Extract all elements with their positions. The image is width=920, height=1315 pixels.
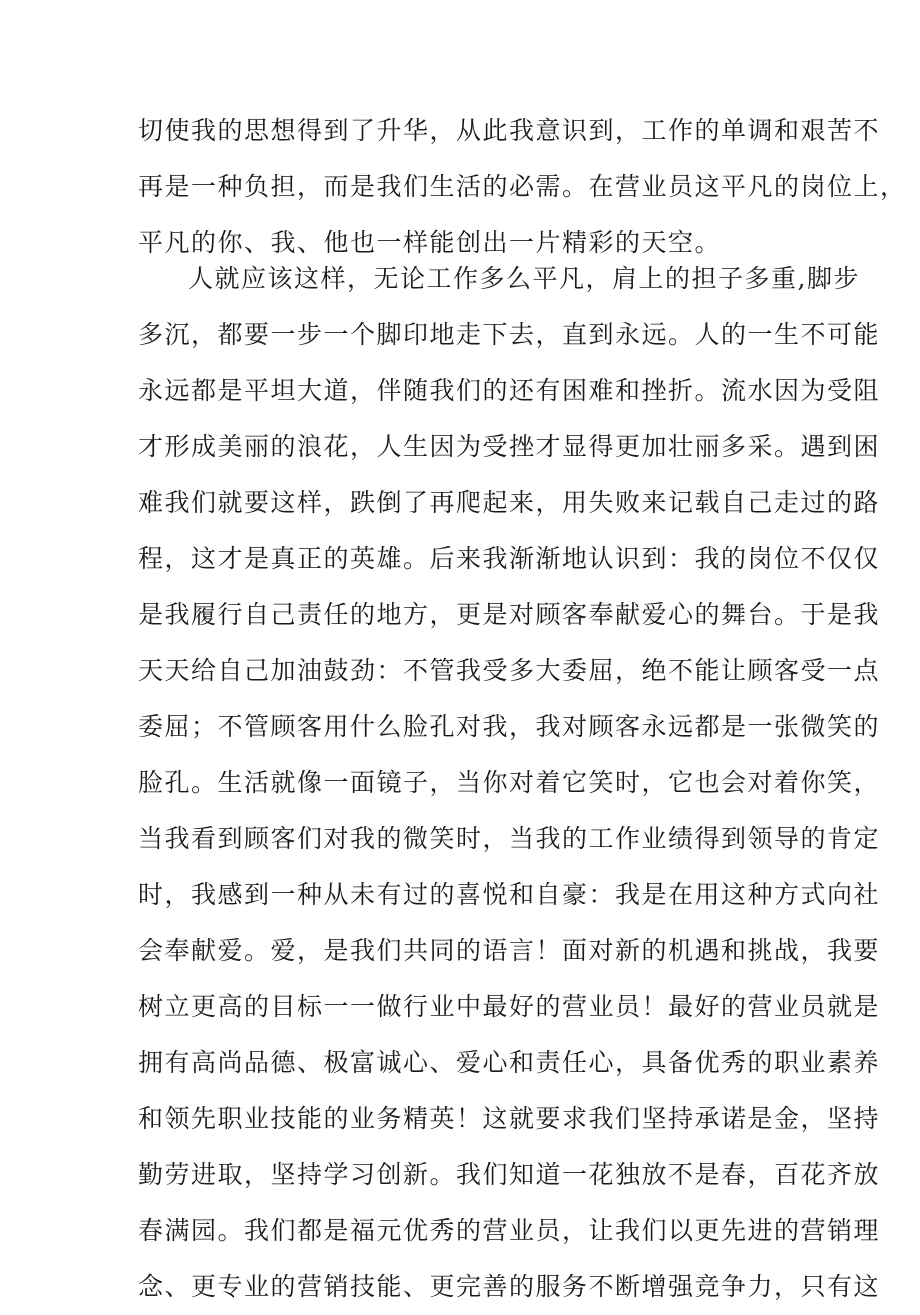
paragraph-main [138, 251, 881, 1315]
text-line: 天天给自己加油鼓劲：不管我受多大委屈，绝不能让顾客受一点 [138, 656, 881, 685]
text-line: 难我们就要这样，跌倒了再爬起来，用失败来记载自己走过的路 [138, 488, 881, 517]
text-line: 脸孔。生活就像一面镜子，当你对着它笑时，它也会对着你笑， [138, 768, 881, 797]
text-line-first: 人就应该这样，无论工作多么平凡，肩上的担子多重,脚步 [188, 264, 860, 293]
text-line: 平凡的你、我、他也一样能创出一片精彩的天空。 [138, 228, 722, 257]
text-line: 才形成美丽的浪花，人生因为受挫才显得更加壮丽多采。遇到困 [138, 432, 881, 461]
text-line: 会奉献爱。爱，是我们共同的语言！面对新的机遇和挑战，我要 [138, 936, 881, 965]
text-line: 程，这才是真正的英雄。后来我渐渐地认识到：我的岗位不仅仅 [138, 544, 881, 573]
text-line: 春满园。我们都是福元优秀的营业员，让我们以更先进的营销理 [138, 1216, 881, 1245]
paragraph-continuation [138, 103, 907, 271]
text-line: 勤劳进取，坚持学习创新。我们知道一花独放不是春，百花齐放 [138, 1160, 881, 1189]
text-line: 是我履行自己责任的地方，更是对顾客奉献爱心的舞台。于是我 [138, 600, 881, 629]
text-line: 多沉，都要一步一个脚印地走下去，直到永远。人的一生不可能 [138, 320, 881, 349]
text-line: 和领先职业技能的业务精英！这就要求我们坚持承诺是金，坚持 [138, 1104, 881, 1133]
text-line: 再是一种负担，而是我们生活的必需。在营业员这平凡的岗位上， [138, 172, 907, 201]
text-line: 时，我感到一种从未有过的喜悦和自豪：我是在用这种方式向社 [138, 880, 881, 909]
text-line: 拥有高尚品德、极富诚心、爱心和责任心，具备优秀的职业素养 [138, 1048, 881, 1077]
text-line: 念、更专业的营销技能、更完善的服务不断增强竞争力，只有这 [138, 1272, 881, 1301]
text-line: 切使我的思想得到了升华，从此我意识到，工作的单调和艰苦不 [138, 116, 881, 145]
text-line: 委屈；不管顾客用什么脸孔对我，我对顾客永远都是一张微笑的 [138, 712, 881, 741]
text-line: 永远都是平坦大道，伴随我们的还有困难和挫折。流水因为受阻 [138, 376, 881, 405]
text-line: 当我看到顾客们对我的微笑时，当我的工作业绩得到领导的肯定 [138, 824, 881, 853]
text-line: 树立更高的目标一一做行业中最好的营业员！最好的营业员就是 [138, 992, 881, 1021]
